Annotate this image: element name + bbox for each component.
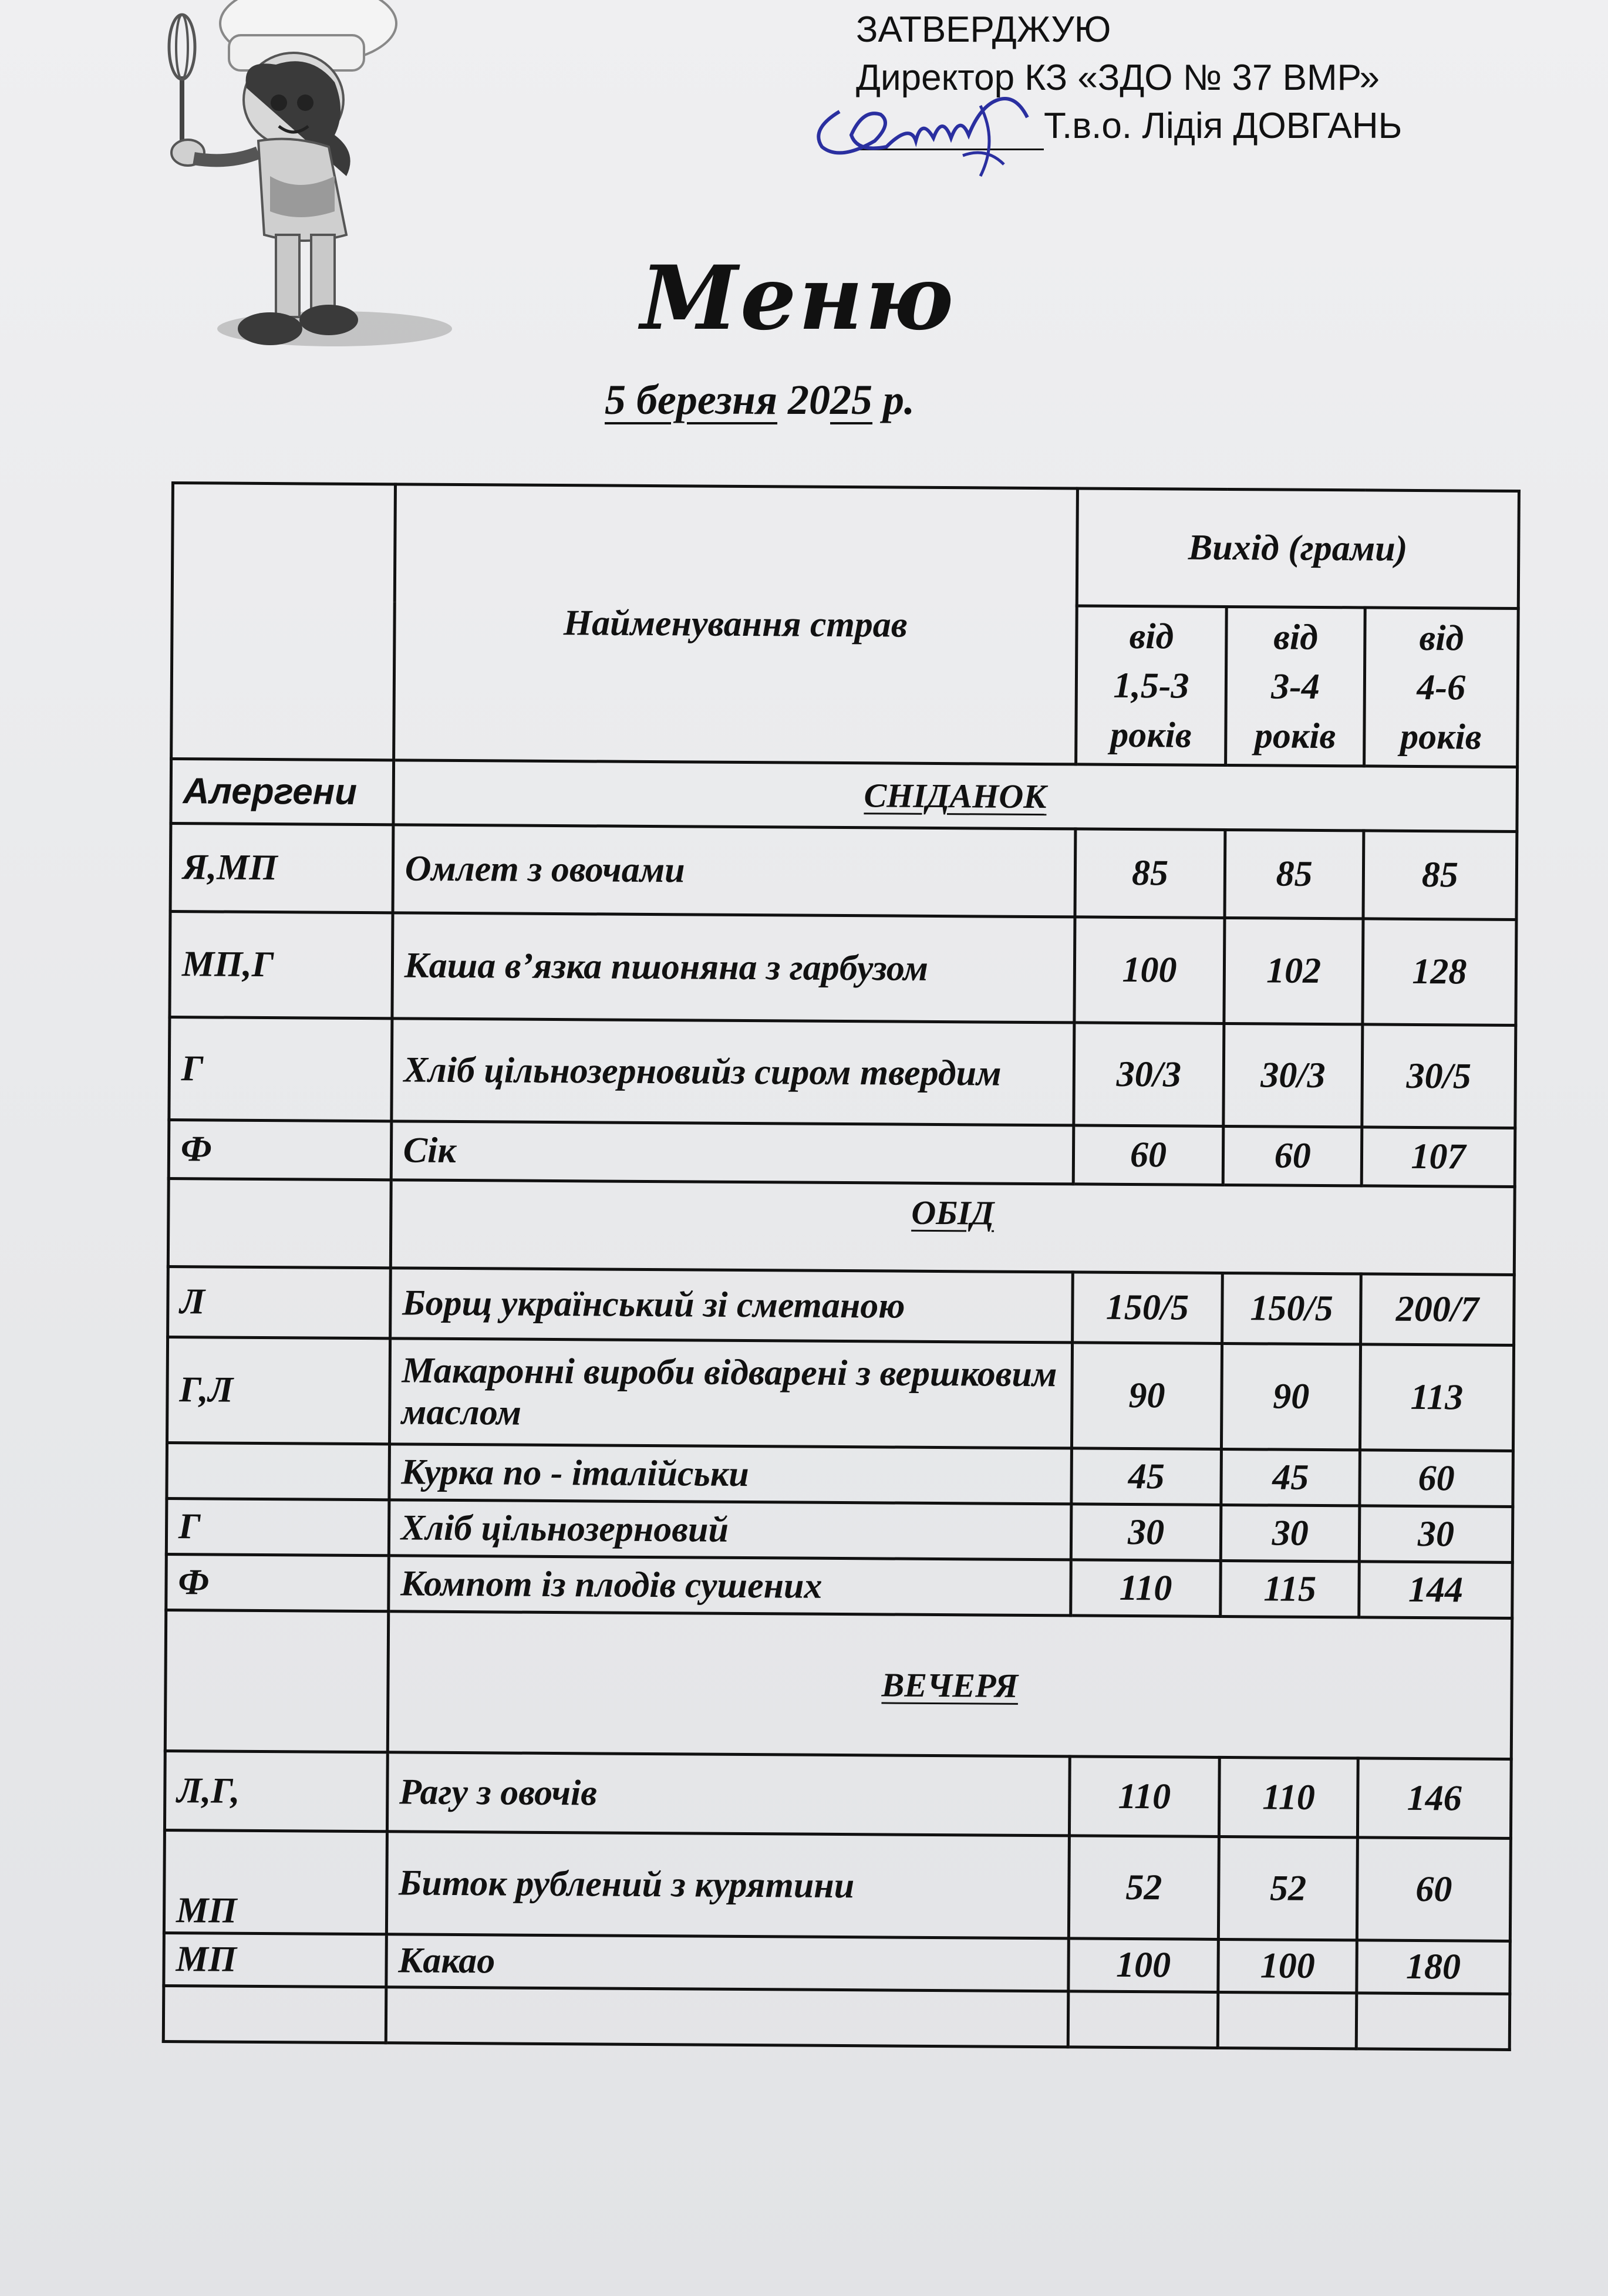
header-age-1: від 1,5-3 років: [1076, 606, 1227, 766]
section-title: ВЕЧЕРЯ: [387, 1611, 1512, 1759]
section-row-lunch: [168, 1178, 1515, 1275]
table-row: [164, 1751, 1511, 1838]
date-year-suffix: 25: [830, 376, 873, 423]
table-row: [168, 1120, 1515, 1186]
table-row: [166, 1554, 1513, 1618]
section-title: СНІДАНОК: [393, 760, 1518, 832]
allergen-cell: Г,Л: [167, 1337, 390, 1444]
date-suffix: р.: [872, 376, 915, 423]
table-row: [164, 1933, 1511, 1994]
value-cell: 128: [1363, 919, 1516, 1026]
dish-cell: Рагу з овочів: [387, 1752, 1070, 1836]
page-title: Меню: [640, 247, 956, 350]
value-cell: 100: [1218, 1939, 1357, 1992]
value-cell: 30: [1071, 1504, 1221, 1561]
allergen-cell: Л,Г,: [164, 1751, 387, 1831]
empty-cell: [168, 1178, 391, 1267]
dish-cell: Сік: [391, 1121, 1073, 1184]
section-row-breakfast: [171, 759, 1518, 832]
value-cell: 115: [1221, 1560, 1359, 1617]
section-title: ОБІД: [390, 1180, 1515, 1275]
header-empty-cell: [171, 483, 396, 760]
value-cell: 150/5: [1222, 1273, 1361, 1344]
value-cell: 85: [1075, 829, 1226, 918]
value-cell: 30/5: [1362, 1024, 1516, 1128]
signatory-name: Т.в.о. Лідія ДОВГАНЬ: [1044, 106, 1403, 146]
value-cell: 60: [1223, 1126, 1362, 1185]
approval-heading: ЗАТВЕРДЖУЮ: [856, 9, 1111, 50]
allergens-header: Алергени: [171, 759, 393, 825]
value-cell: 100: [1068, 1938, 1218, 1992]
value-cell: 30/3: [1073, 1023, 1224, 1127]
value-cell: 146: [1357, 1758, 1511, 1839]
allergen-cell: Я,МП: [170, 824, 393, 913]
approval-director: Директор КЗ «ЗДО № 37 ВМР»: [856, 58, 1380, 98]
allergen-cell: МП: [164, 1830, 387, 1934]
dish-cell: Омлет з овочами: [393, 825, 1076, 917]
menu-date: [605, 376, 915, 424]
value-cell: 52: [1219, 1836, 1358, 1940]
allergen-cell: Л: [168, 1266, 390, 1338]
value-cell: 200/7: [1360, 1274, 1514, 1346]
value-cell: 90: [1071, 1343, 1222, 1449]
allergen-cell: Ф: [166, 1554, 389, 1611]
empty-cell: [1356, 1993, 1510, 2050]
section-row-dinner: [165, 1610, 1512, 1759]
header-dish-name: Найменування страв: [393, 484, 1077, 764]
allergen-cell: Г: [166, 1498, 389, 1555]
value-cell: 100: [1074, 917, 1225, 1024]
value-cell: 150/5: [1072, 1272, 1223, 1344]
value-cell: 144: [1359, 1562, 1513, 1619]
dish-cell: Компот із плодів сушених: [388, 1556, 1070, 1616]
table-row: [170, 824, 1517, 920]
value-cell: 85: [1225, 830, 1363, 918]
header-row: [172, 483, 1519, 609]
empty-cell: [1218, 1992, 1357, 2048]
allergen-cell: Г: [169, 1017, 392, 1121]
value-cell: 60: [1357, 1838, 1511, 1941]
value-cell: 110: [1070, 1560, 1221, 1617]
handwritten-signature: [804, 59, 1051, 200]
dish-cell: Хліб цільнозерновий: [389, 1500, 1071, 1560]
empty-cell: [163, 1985, 386, 2042]
value-cell: 113: [1360, 1344, 1513, 1451]
allergen-cell: МП,Г: [170, 912, 393, 1019]
dish-cell: Борщ український зі сметаною: [390, 1268, 1073, 1343]
table-row: [170, 912, 1516, 1026]
value-cell: 110: [1069, 1756, 1220, 1837]
date-year-prefix: 20: [788, 376, 831, 423]
table-row: [164, 1830, 1511, 1941]
dish-cell: Хліб цільнозерновийз сиром твердим: [392, 1019, 1074, 1125]
value-cell: 85: [1363, 831, 1517, 920]
empty-cell: [165, 1610, 388, 1752]
allergen-cell: Ф: [168, 1120, 391, 1179]
value-cell: 102: [1224, 918, 1363, 1024]
dish-cell: Макаронні вироби відварені з вершковим маслом: [389, 1339, 1072, 1448]
dish-cell: Каша в’язка пшоняна з гарбузом: [392, 913, 1075, 1023]
header-age-3: від 4-6 років: [1364, 608, 1518, 767]
menu-table: [162, 481, 1521, 2051]
table-row: [167, 1442, 1513, 1506]
value-cell: 60: [1073, 1125, 1224, 1185]
empty-cell: [386, 1987, 1068, 2047]
table-row: [167, 1337, 1513, 1451]
value-cell: 110: [1219, 1757, 1358, 1837]
value-cell: 60: [1360, 1450, 1513, 1507]
dish-cell: Курка по - італійськи: [389, 1444, 1071, 1504]
empty-cell: [1068, 1991, 1218, 2048]
allergen-cell: [167, 1442, 389, 1499]
value-cell: 90: [1222, 1343, 1361, 1449]
value-cell: 45: [1071, 1448, 1221, 1505]
table-row: [166, 1498, 1513, 1562]
header-age-2: від 3-4 років: [1226, 606, 1365, 766]
value-cell: 30/3: [1223, 1023, 1363, 1127]
header-output: Вихід (грами): [1077, 488, 1519, 609]
value-cell: 45: [1221, 1449, 1360, 1505]
value-cell: 52: [1068, 1836, 1219, 1940]
table-row-empty: [163, 1985, 1510, 2049]
table-row: [168, 1266, 1515, 1345]
value-cell: 30: [1221, 1505, 1360, 1561]
dish-cell: Биток рублений з курятини: [386, 1832, 1069, 1938]
date-day-month: 5 березня: [605, 376, 778, 423]
value-cell: 30: [1359, 1506, 1513, 1563]
dish-cell: Какао: [386, 1934, 1068, 1991]
value-cell: 107: [1361, 1127, 1515, 1187]
value-cell: 180: [1357, 1940, 1511, 1994]
allergen-cell: МП: [164, 1933, 386, 1987]
table-row: [169, 1017, 1516, 1128]
